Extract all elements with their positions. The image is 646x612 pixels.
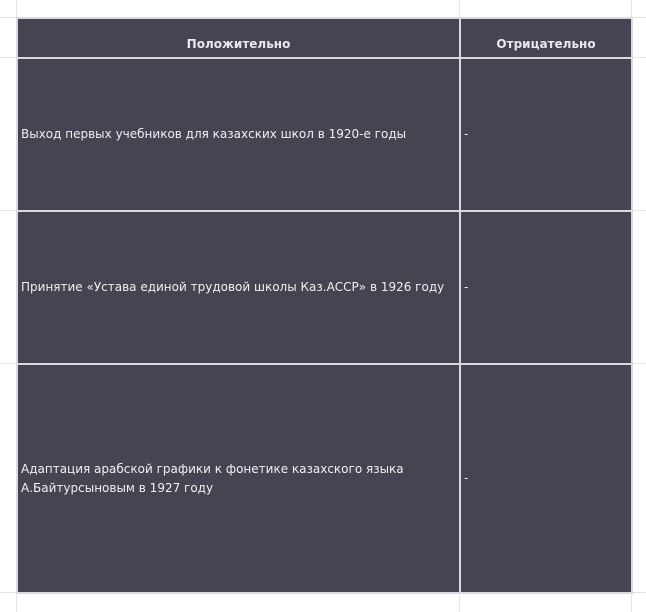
cell-text: -	[464, 280, 469, 294]
cell-text: Адаптация арабской графики к фонетике казахского языка А.Байтурсыновым в 1927 году	[21, 461, 404, 495]
negative-cell[interactable]	[460, 211, 632, 364]
header-positive-label: Положительно	[186, 37, 291, 51]
table-row	[17, 211, 632, 364]
negative-cell[interactable]	[460, 364, 632, 593]
cell-text: Принятие «Устава единой трудовой школы Каз.АССР» в 1926 году	[21, 280, 445, 294]
negative-cell[interactable]	[460, 58, 632, 211]
positive-cell[interactable]	[17, 58, 460, 211]
positive-cell[interactable]	[17, 364, 460, 593]
cell-text: -	[464, 471, 469, 485]
table-row	[17, 364, 632, 593]
comparison-table	[16, 17, 633, 594]
table-header-row	[17, 18, 632, 58]
cell-text: -	[464, 127, 469, 141]
header-positive-cell[interactable]	[17, 18, 460, 58]
cell-text: Выход первых учебников для казахских школ в 1920-е годы	[21, 127, 407, 141]
header-negative-cell[interactable]	[460, 18, 632, 58]
positive-cell[interactable]	[17, 211, 460, 364]
header-negative-label: Отрицательно	[496, 37, 596, 51]
table-row	[17, 58, 632, 211]
